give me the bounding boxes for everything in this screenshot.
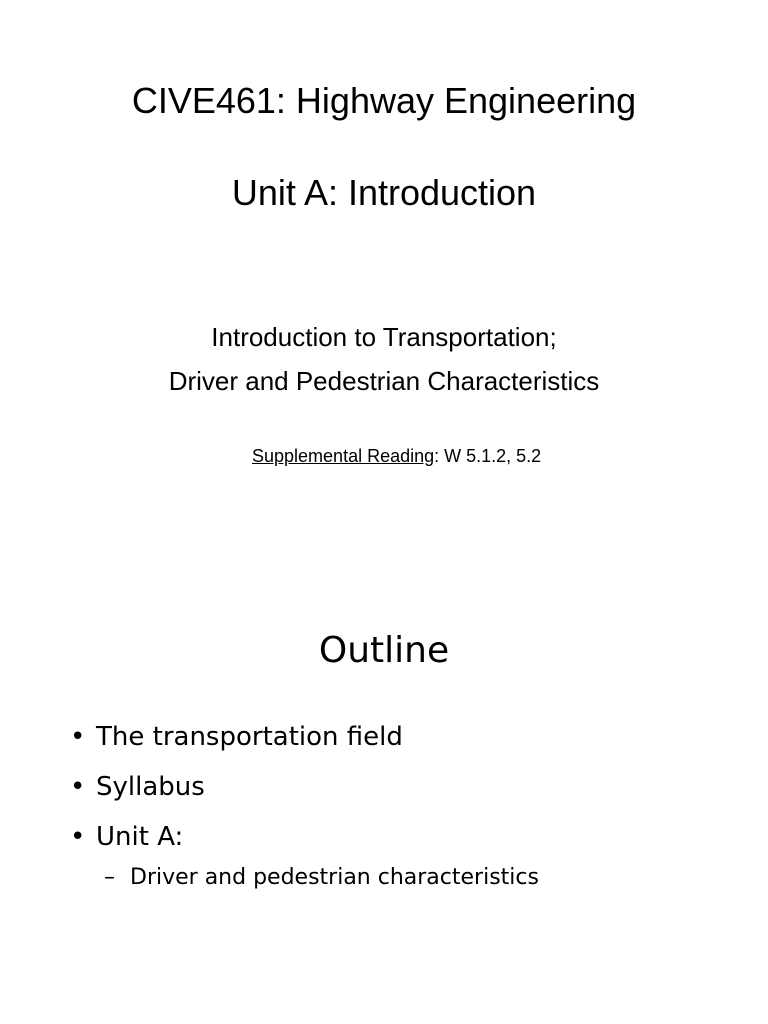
subtitle-line-2: Driver and Pedestrian Characteristics (168, 366, 600, 396)
list-item-text: The transportation field (96, 722, 403, 752)
bullet-mark: • (70, 772, 86, 802)
dash-mark: – (104, 865, 115, 890)
outline-list (70, 712, 403, 862)
outline-slide (0, 600, 768, 1024)
subtitle (0, 315, 768, 403)
sub-list-item-text: Driver and pedestrian characteristics (130, 865, 539, 890)
supplemental-reading (252, 444, 541, 468)
sub-list-item (104, 862, 539, 894)
list-item-text: Unit A: (96, 822, 184, 852)
list-item (70, 812, 403, 862)
list-item (70, 712, 403, 762)
bullet-mark: • (70, 722, 86, 752)
unit-title: Unit A: Introduction (231, 172, 537, 213)
list-item-text: Syllabus (96, 772, 205, 802)
bullet-mark: • (70, 822, 86, 852)
course-title: CIVE461: Highway Engineering (131, 80, 637, 121)
subtitle-line-1: Introduction to Transportation; (211, 322, 557, 352)
list-item (70, 762, 403, 812)
supplemental-reading-label: Supplemental Reading (252, 446, 435, 466)
outline-title: Outline (318, 630, 450, 671)
supplemental-reading-value: : W 5.1.2, 5.2 (434, 446, 542, 466)
